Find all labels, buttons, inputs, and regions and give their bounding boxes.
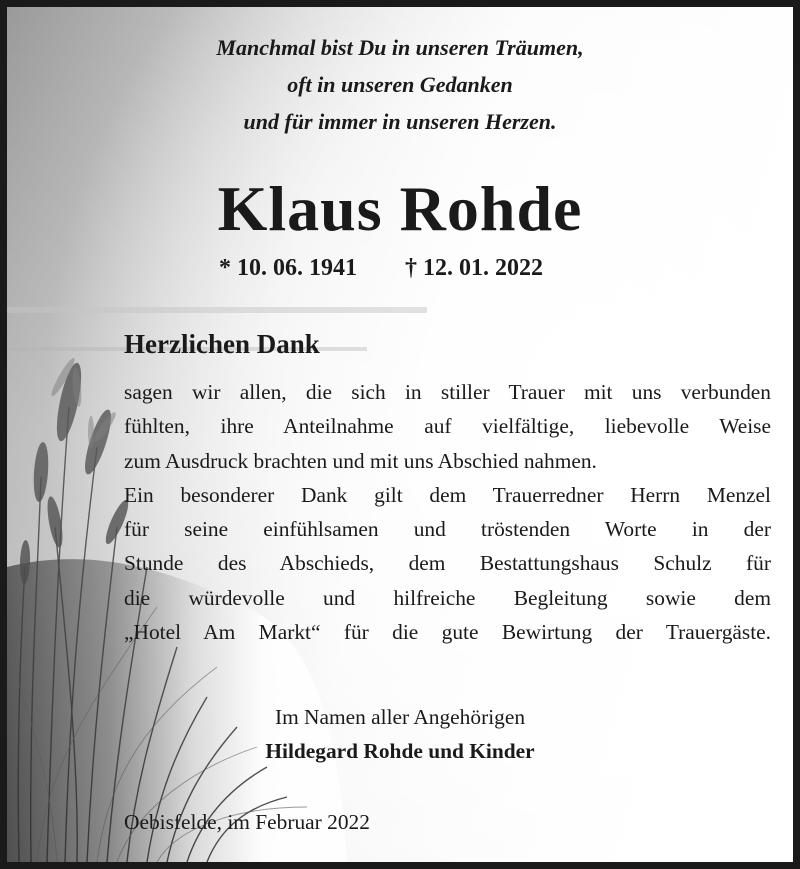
thanks-heading: Herzlichen Dank <box>124 329 320 359</box>
deceased-name: Klaus Rohde <box>217 173 583 244</box>
death-date: † 12. 01. 2022 <box>405 255 543 281</box>
motto-line: Manchmal bist Du in unseren Träumen, <box>216 35 584 60</box>
on-behalf-text: Im Namen aller Angehörigen <box>274 705 526 729</box>
thanks-line: Ein besonderer Dank gilt dem Trauerredner Herrn Menzel <box>124 482 771 507</box>
signers: Hildegard Rohde und Kinder <box>265 739 535 763</box>
motto-line: oft in unseren Gedanken <box>287 72 513 97</box>
motto-line: und für immer in unseren Herzen. <box>243 109 557 134</box>
thanks-line: „Hotel Am Markt“ für die gute Bewirtung der Trauergäste. <box>124 620 771 645</box>
thanks-line: zum Ausdruck brachten und mit uns Abschied nahmen. <box>124 448 597 473</box>
thanks-line: für seine einfühlsamen und tröstenden Worte in der <box>124 517 771 542</box>
signature-block <box>7 700 793 768</box>
thanks-line: sagen wir allen, die sich in stiller Trauer mit uns verbunden <box>124 380 771 404</box>
thanks-text <box>124 375 771 649</box>
thanks-line: Stunde des Abschieds, dem Bestattungshaus Schulz für <box>124 551 771 576</box>
motto <box>7 29 793 140</box>
thanks-line: fühlten, ihre Anteilnahme auf vielfältige, liebevolle Weise <box>124 414 771 439</box>
life-dates <box>219 253 543 283</box>
thanks-line: die würdevolle und hilfreiche Begleitung sowie dem <box>124 585 771 610</box>
place-date: Oebisfelde, im Februar 2022 <box>124 810 370 834</box>
birth-date: * 10. 06. 1941 <box>219 255 357 281</box>
